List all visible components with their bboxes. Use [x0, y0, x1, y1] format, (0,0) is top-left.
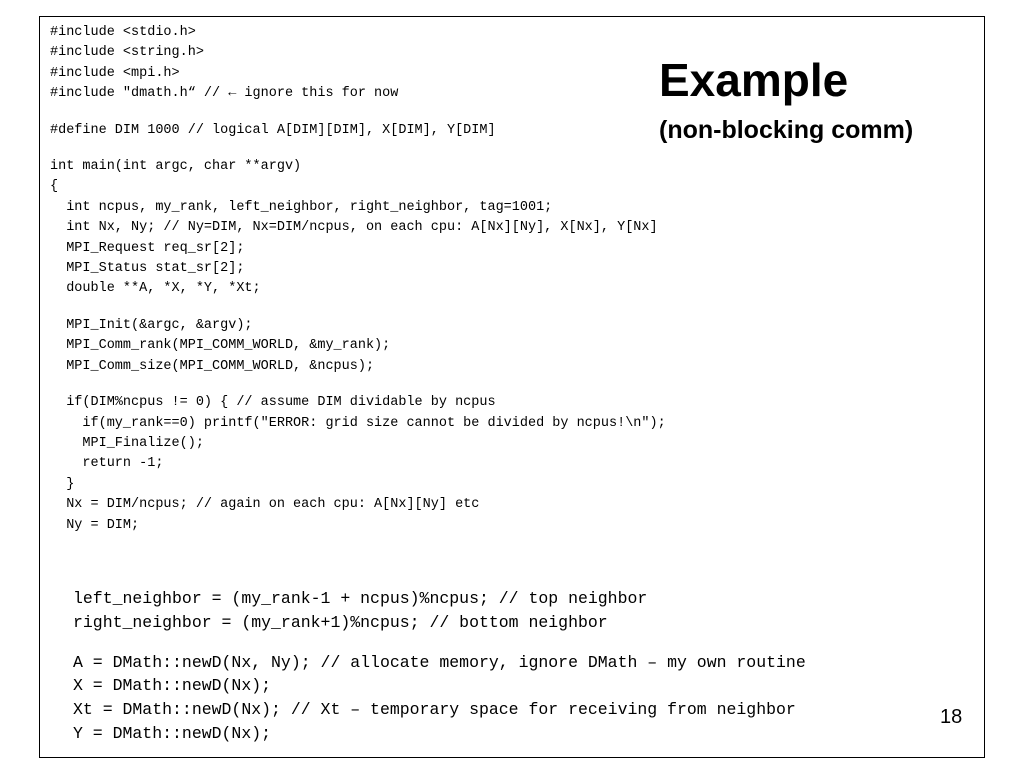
- code-line: #include <stdio.h>: [50, 25, 196, 40]
- code-line: {: [50, 179, 59, 195]
- code-line: #include <string.h>: [50, 45, 204, 61]
- code-line: [50, 105, 666, 121]
- code-block-neighbors: [73, 587, 806, 746]
- code-line: Xt = DMath::newD(Nx); // Xt – temporary space for receiving from neighbor: [73, 700, 796, 720]
- code-line: int Nx, Ny; // Ny=DIM, Nx=DIM/ncpus, on each cpu: A[Nx][Ny], X[Nx], Y[Nx]: [50, 220, 658, 236]
- page-number: 18: [940, 706, 963, 728]
- code-line: [50, 300, 666, 316]
- code-line: return -1;: [50, 456, 164, 472]
- code-line: if(DIM%ncpus != 0) { // assume DIM dividable by ncpus: [50, 395, 496, 411]
- slide-title: Example: [659, 54, 849, 106]
- code-line: X = DMath::newD(Nx);: [73, 676, 272, 696]
- code-line: MPI_Status stat_sr[2];: [50, 261, 245, 277]
- code-line: double **A, *X, *Y, *Xt;: [50, 281, 261, 297]
- code-line: Nx = DIM/ncpus; // again on each cpu: A[Nx][Ny] etc: [50, 497, 480, 513]
- code-line: MPI_Finalize();: [50, 435, 204, 451]
- code-line: #include "dmath.h“ // ← ignore this for now: [50, 86, 399, 102]
- code-block-main: [50, 23, 666, 536]
- code-line: #define DIM 1000 // logical A[DIM][DIM], X[DIM], Y[DIM]: [50, 122, 496, 138]
- code-line: Ny = DIM;: [50, 517, 140, 533]
- code-line: A = DMath::newD(Nx, Ny); // allocate memory, ignore DMath – my own routine: [73, 652, 806, 672]
- slide-subtitle: (non-blocking comm): [659, 116, 914, 144]
- code-line: [50, 377, 666, 393]
- code-line: right_neighbor = (my_rank+1)%ncpus; // bottom neighbor: [73, 612, 608, 632]
- code-line: }: [50, 476, 75, 492]
- code-line: MPI_Request req_sr[2];: [50, 240, 245, 256]
- code-line: [73, 635, 806, 651]
- code-line: int main(int argc, char **argv): [50, 159, 302, 175]
- code-line: MPI_Comm_rank(MPI_COMM_WORLD, &my_rank);: [50, 338, 391, 354]
- code-line: Y = DMath::newD(Nx);: [73, 723, 272, 743]
- code-line: MPI_Init(&argc, &argv);: [50, 317, 253, 333]
- code-line: left_neighbor = (my_rank-1 + ncpus)%ncpus; // top neighbor: [73, 589, 648, 608]
- code-line: #include <mpi.h>: [50, 65, 180, 81]
- code-line: [50, 141, 666, 157]
- code-line: int ncpus, my_rank, left_neighbor, right_neighbor, tag=1001;: [50, 199, 553, 215]
- code-line: if(my_rank==0) printf("ERROR: grid size cannot be divided by ncpus!\n");: [50, 415, 666, 431]
- code-line: MPI_Comm_size(MPI_COMM_WORLD, &ncpus);: [50, 358, 375, 374]
